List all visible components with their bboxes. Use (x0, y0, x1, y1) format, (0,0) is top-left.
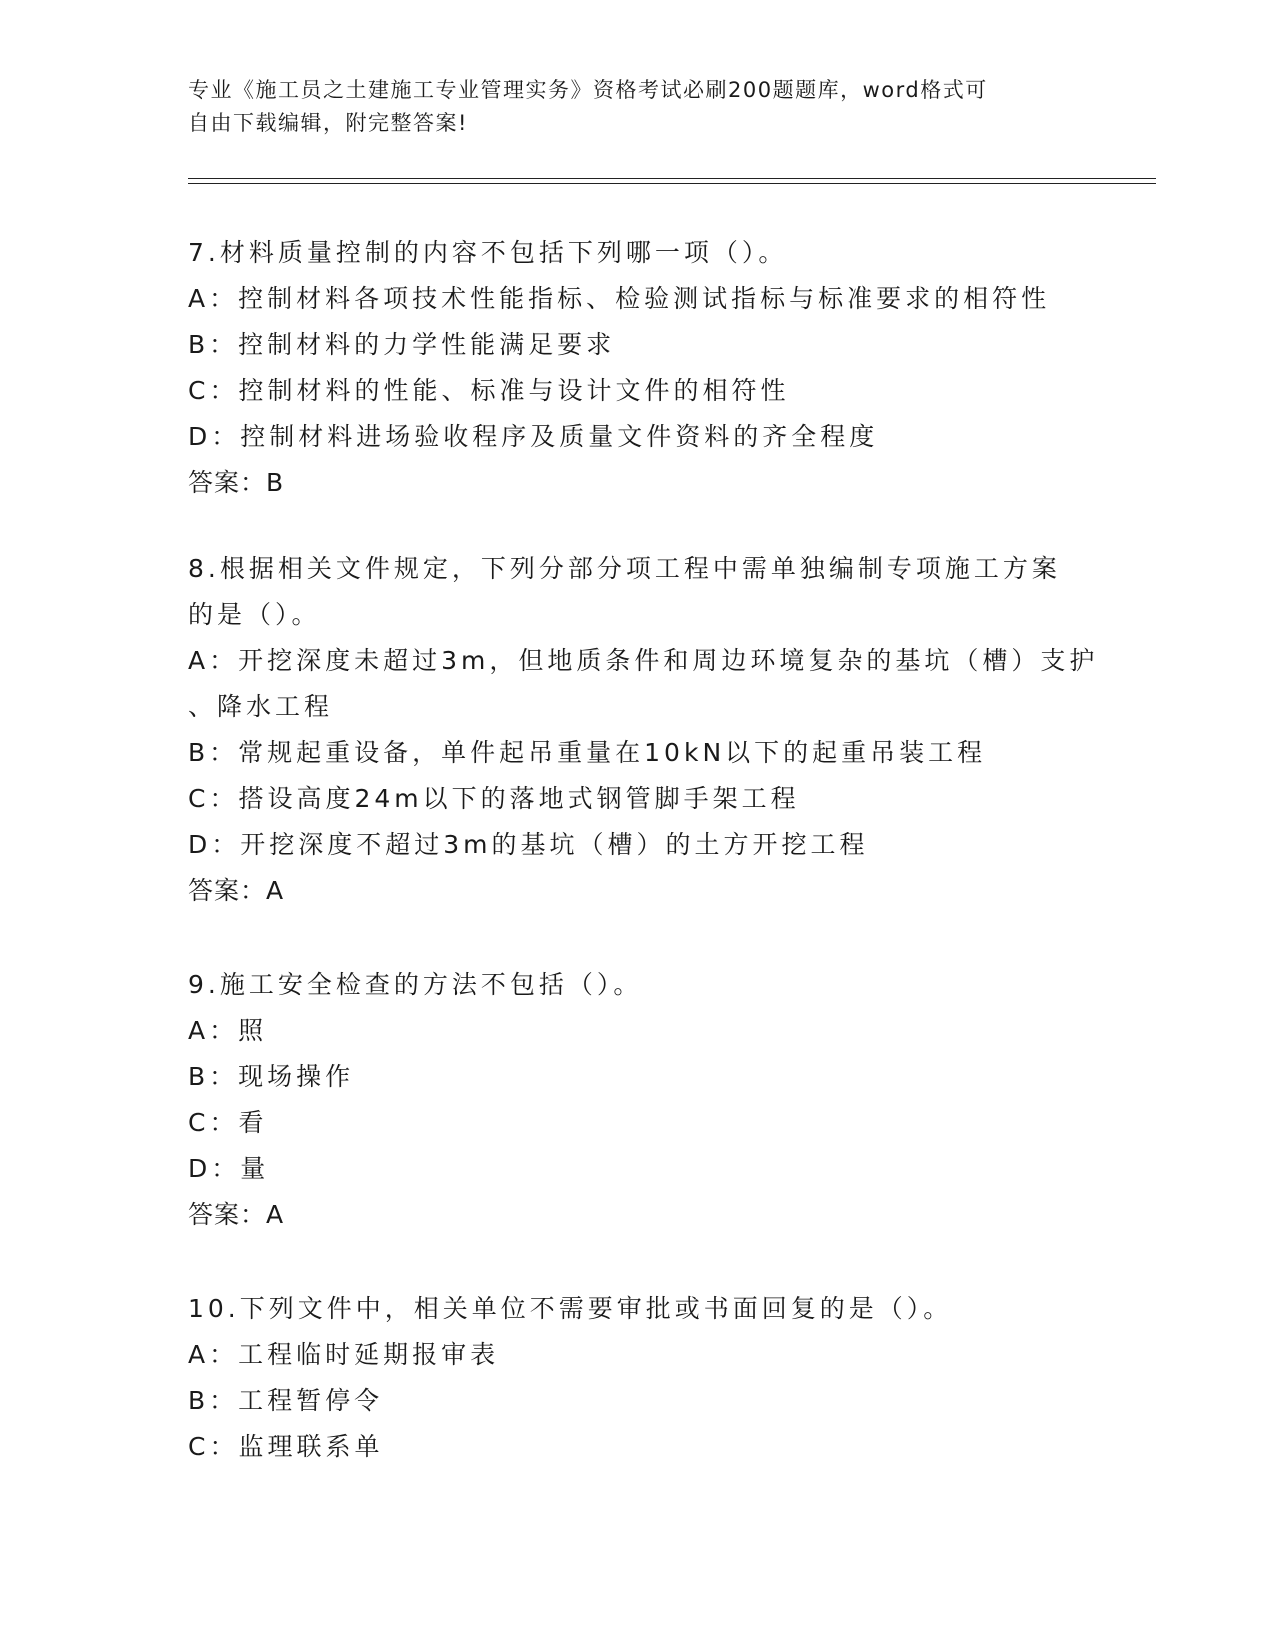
question-10 (188, 1286, 1088, 1470)
question-title: 7.材料质量控制的内容不包括下列哪一项（）。 (188, 238, 788, 267)
option-b: B：工程暂停令 (188, 1386, 384, 1415)
option-a: A：工程临时延期报审表 (188, 1340, 500, 1369)
answer: 答案：A (188, 876, 285, 905)
option-a: A：照 (188, 1016, 268, 1045)
answer: 答案：B (188, 468, 285, 497)
question-title: 8.根据相关文件规定，下列分部分项工程中需单独编制专项施工方案 (188, 554, 1061, 583)
question-9 (188, 962, 1088, 1238)
option-b: B：控制材料的力学性能满足要求 (188, 330, 616, 359)
option-c: C：监理联系单 (188, 1432, 384, 1461)
option-a-continued: 、降水工程 (188, 692, 334, 721)
header-rule-bottom (188, 183, 1156, 184)
option-c: C：控制材料的性能、标准与设计文件的相符性 (188, 376, 790, 405)
option-b: B：现场操作 (188, 1062, 355, 1091)
option-a: A：控制材料各项技术性能指标、检验测试指标与标准要求的相符性 (188, 284, 1051, 313)
option-c: C：看 (188, 1108, 268, 1137)
option-d: D：开挖深度不超过3m的基坑（槽）的土方开挖工程 (188, 830, 869, 859)
question-title: 9.施工安全检查的方法不包括（）。 (188, 970, 643, 999)
option-c: C：搭设高度24m以下的落地式钢管脚手架工程 (188, 784, 800, 813)
document-header (188, 74, 1088, 140)
question-7 (188, 230, 1088, 506)
option-a: A：开挖深度未超过3m，但地质条件和周边环境复杂的基坑（槽）支护 (188, 646, 1099, 675)
option-b: B：常规起重设备，单件起吊重量在10kN以下的起重吊装工程 (188, 738, 987, 767)
header-line-1: 专业《施工员之土建施工专业管理实务》资格考试必刷200题题库，word格式可 (188, 78, 988, 102)
question-title-continued: 的是（）。 (188, 600, 321, 629)
question-title: 10.下列文件中，相关单位不需要审批或书面回复的是（）。 (188, 1294, 953, 1323)
option-d: D：量 (188, 1154, 270, 1183)
question-8 (188, 546, 1099, 914)
option-d: D：控制材料进场验收程序及质量文件资料的齐全程度 (188, 422, 879, 451)
answer: 答案：A (188, 1200, 285, 1229)
header-line-2: 自由下载编辑，附完整答案! (188, 111, 468, 135)
header-rule-top (188, 178, 1156, 179)
